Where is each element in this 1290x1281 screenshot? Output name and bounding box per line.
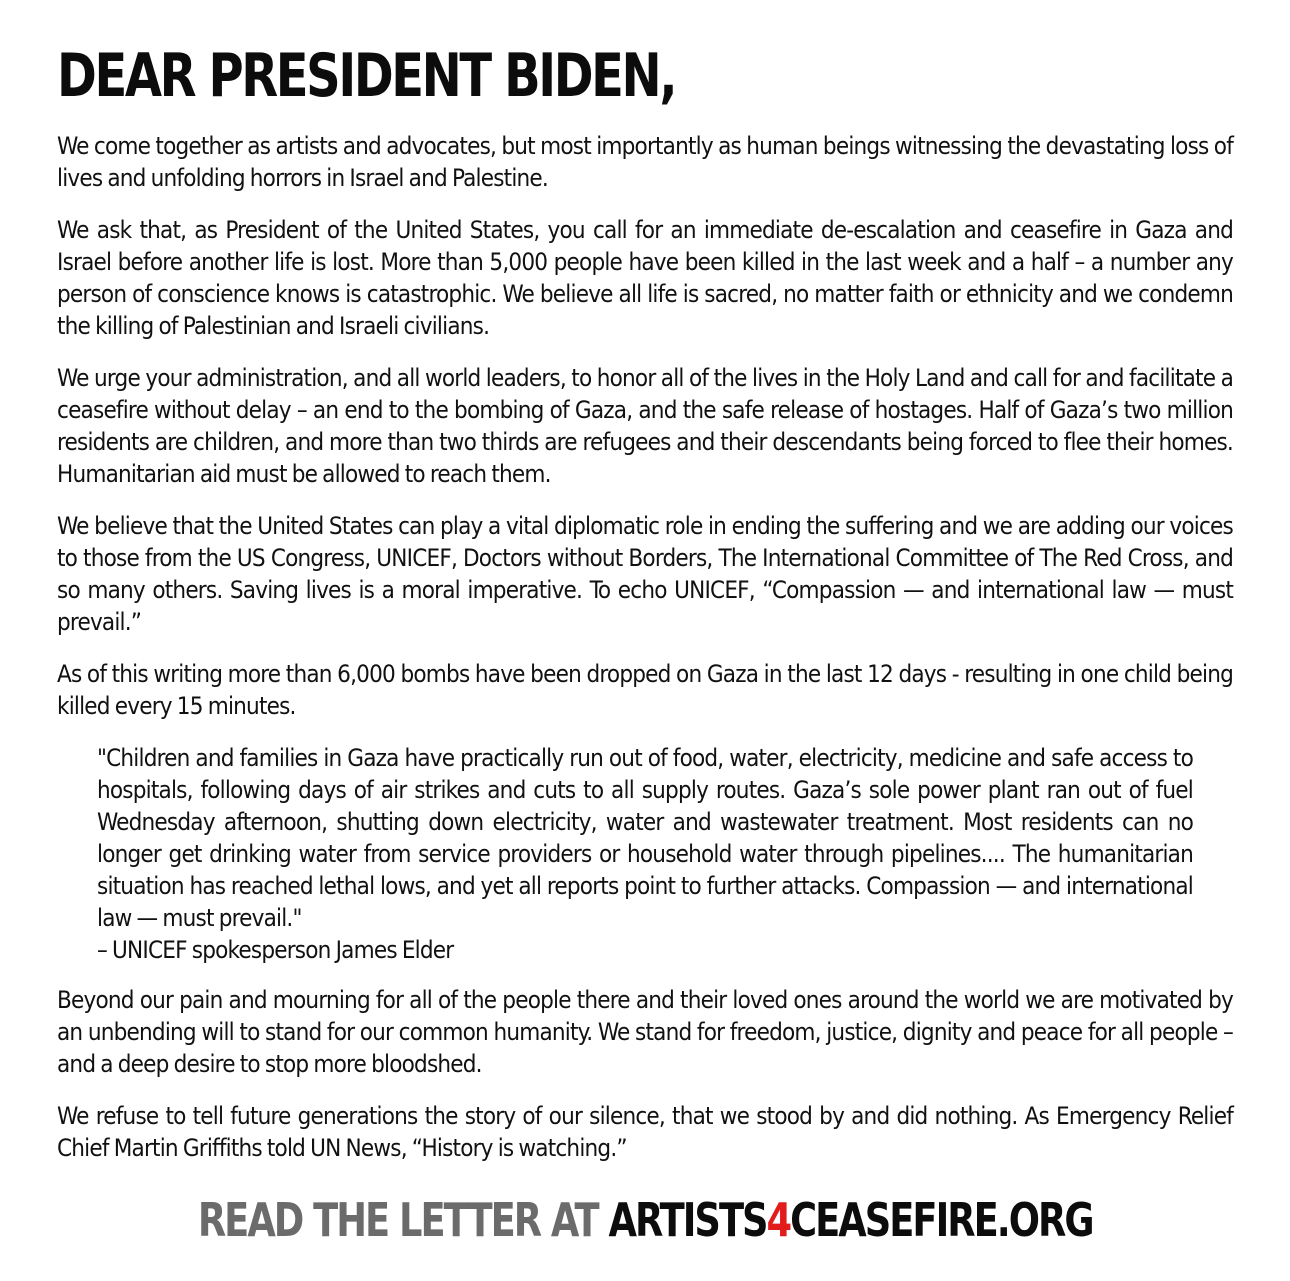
footer-call-to-action [0, 1190, 1290, 1250]
letter-page [57, 40, 1233, 1184]
paragraph-urge-leaders: We urge your administration, and all world leaders, to honor all of the lives in the Holy Land and call for and facilitate a ceasefire without delay – an end to the bombing of Gaza, and the safe release of hostages. Half of Gaza’s two million residents are children, and more than two thirds are refugees and their descendants being forced to flee their homes. Humanitarian aid must be allowed to reach them. [57, 364, 1233, 488]
letter-heading: DEAR PRESIDENT BIDEN, [57, 41, 676, 111]
paragraph-common-humanity: Beyond our pain and mourning for all of the people there and their loved ones around the world we are motivated by an unbending will to stand for our common humanity. We stand for freedom, justice, dignity and peace for all people – and a deep desire to stop more bloodshed. [57, 986, 1233, 1078]
paragraph-diplomatic-role: We believe that the United States can play a vital diplomatic role in ending the suffering and we are adding our voices to those from the US Congress, UNICEF, Doctors without Borders, The International Committee of The Red Cross, and so many others. Saving lives is a moral imperative. To echo UNICEF, “Compassion — and international law — must prevail.” [57, 512, 1233, 636]
letter-body [57, 130, 1233, 1164]
unicef-quote [97, 742, 1193, 966]
site-part-ceasefire: CEASEFIRE.ORG [789, 1193, 1093, 1247]
footer-site-link[interactable] [608, 1193, 1092, 1247]
paragraph-history-watching: We refuse to tell future generations the story of our silence, that we stood by and did nothing. As Emergency Relief Chief Martin Griffiths told UN News, “History is watching.” [57, 1102, 1233, 1162]
quote-attribution: – UNICEF spokesperson James Elder [97, 936, 454, 964]
paragraph-ceasefire-request: We ask that, as President of the United States, you call for an immediate de-escalation and ceasefire in Gaza and Israel before another life is lost. More than 5,000 people have been killed in the last week and a half – a number any person of conscience knows is catastrophic. We believe all life is sacred, no matter faith or ethnicity and we condemn the killing of Palestinian and Israeli civilians. [57, 216, 1233, 340]
footer-lead-text: READ THE LETTER AT [197, 1193, 609, 1247]
footer-line [198, 1190, 1093, 1250]
site-accent-four: 4 [766, 1193, 790, 1247]
paragraph-bombs-statistic: As of this writing more than 6,000 bombs have been dropped on Gaza in the last 12 days - resulting in one child being killed every 15 minutes. [57, 660, 1233, 720]
quote-text: "Children and families in Gaza have practically run out of food, water, electricity, medicine and safe access to hospitals, following days of air strikes and cuts to all supply routes. Gaza’s sole power plant ran out of fuel Wednesday afternoon, shutting down electricity, water and wastewater treatment. Most residents can no longer get drinking water from service providers or household water through pipelines.... The humanitarian situation has reached lethal lows, and yet all reports point to further attacks. Compassion — and international law — must prevail." [97, 744, 1193, 932]
paragraph-intro: We come together as artists and advocates, but most importantly as human beings witnessing the devastating loss of lives and unfolding horrors in Israel and Palestine. [57, 132, 1233, 192]
site-part-artists: ARTISTS [608, 1193, 767, 1247]
